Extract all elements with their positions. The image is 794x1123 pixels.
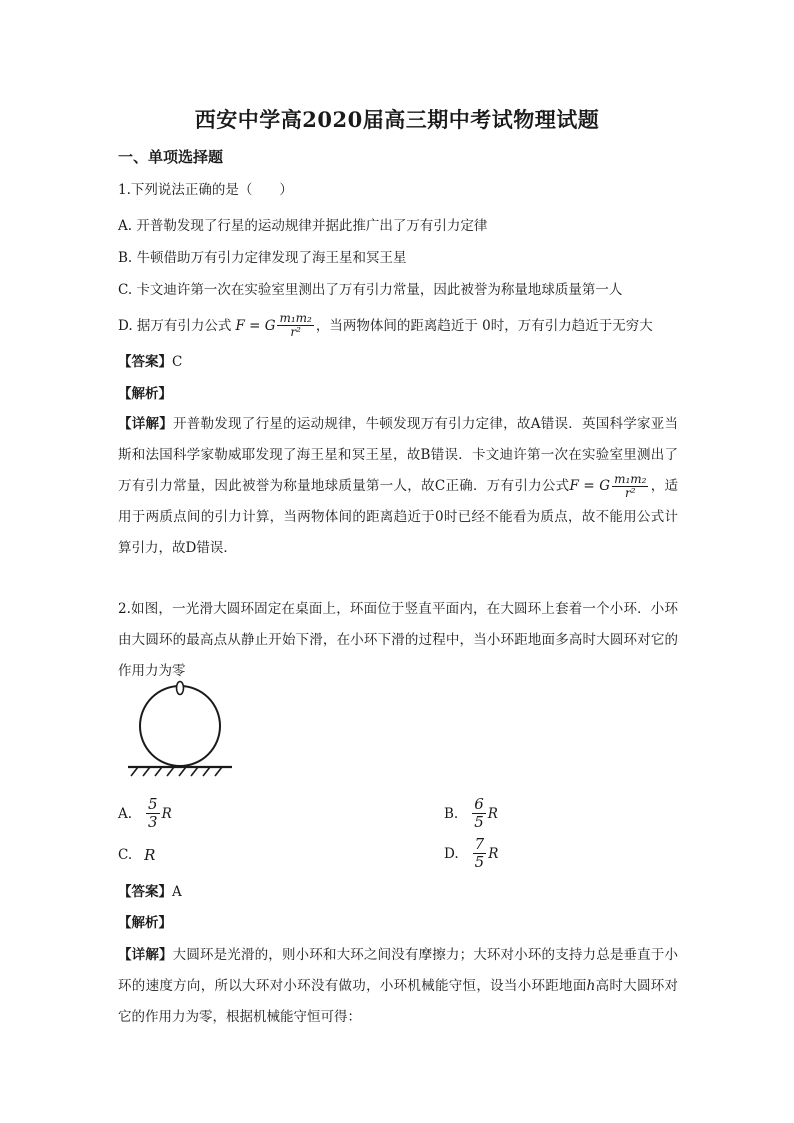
detail-label: 【详解】 <box>118 947 173 963</box>
q2-detail-text-2: 高时大圆环对它的作用力为零，根据机械能守恒可得： <box>118 978 679 1025</box>
option-variable: R <box>161 805 172 822</box>
formula-fraction <box>277 312 313 339</box>
page-title: 西安中学高2020届高三期中考试物理试题 <box>194 107 600 132</box>
ground-hatching <box>131 767 222 776</box>
option-fraction <box>146 796 160 831</box>
q1-option-b: B. 牛顿借助万有引力定律发现了海王星和冥王星 <box>118 250 407 266</box>
q1-option-c: C. 卡文迪许第一次在实验室里测出了万有引力常量，因此被誉为称量地球质量第一人 <box>118 282 623 298</box>
answer-value: C <box>172 354 183 370</box>
q1-detail-text-2: ，适用于两质点间的引力计算，当两物体间的距离趋近于0时已经不能看为质点，故不能用公式计算引力，故D错误． <box>118 478 679 556</box>
option-denominator: 5 <box>474 853 485 871</box>
q1-option-d-suffix: ，当两物体间的距离趋近于 0时，万有引力趋近于无穷大 <box>315 317 653 334</box>
q2-answer <box>118 882 182 902</box>
q2-detail <box>118 940 678 1033</box>
q2-analysis-label: 【解析】 <box>118 915 172 931</box>
option-label: C. <box>118 847 133 863</box>
option-numerator: 5 <box>148 795 158 813</box>
q1-detail <box>118 409 678 564</box>
height-variable: h <box>586 978 596 994</box>
section-heading: 一、单项选择题 <box>118 148 224 166</box>
formula-numerator-2: m₁m₂ <box>614 472 647 486</box>
detail-label: 【详解】 <box>118 416 174 432</box>
q2-option-c <box>118 846 155 864</box>
formula-denominator: r² <box>290 325 301 339</box>
formula-lhs: F = G <box>235 317 276 334</box>
ring-diagram <box>124 676 236 780</box>
option-numerator: 6 <box>474 795 484 813</box>
formula-denominator-2: r² <box>624 486 636 500</box>
option-label: A. <box>118 805 133 822</box>
large-ring <box>140 686 220 766</box>
option-denominator: 3 <box>148 813 158 831</box>
option-fraction <box>472 796 486 831</box>
q1-analysis-label: 【解析】 <box>118 386 172 402</box>
option-variable: R <box>487 805 498 822</box>
option-numerator: 7 <box>474 835 485 853</box>
option-label: D. <box>444 845 459 862</box>
formula-numerator: m₁m₂ <box>279 311 312 325</box>
option-denominator: 5 <box>474 813 484 831</box>
q1-detail-text: 开普勒发现了行星的运动规律，牛顿发现万有引力定律，故A错误．英国科学家亚当斯和法国科学家勒威耶发现了海王星和冥王星，故B错误．卡文迪许第一次在实验室里测出了万有引力常量，因此被誉为称量地球质量第一人，故C正确．万有引力公式 <box>118 416 679 494</box>
option-variable: R <box>488 845 499 862</box>
formula-fraction-2 <box>612 473 648 500</box>
q2-option-d <box>444 836 498 871</box>
option-fraction <box>473 836 487 871</box>
q1-stem: 1.下列说法正确的是（ ） <box>118 182 293 198</box>
q1-option-d <box>118 312 653 339</box>
option-label: B. <box>444 805 459 822</box>
q2-detail-text: 大圆环是光滑的，则小环和大环之间没有摩擦力；大环对小环的支持力总是垂直于小环的速度方向，所以大环对小环没有做功，小环机械能守恒，设当小环距地面 <box>118 947 679 994</box>
answer-value: A <box>172 884 182 900</box>
q1-option-d-prefix: D. 据万有引力公式 <box>118 317 232 334</box>
q2-option-b <box>444 796 498 831</box>
formula-lhs-2: F = G <box>569 478 611 494</box>
answer-label: 【答案】 <box>118 884 172 900</box>
q2-option-a <box>118 796 172 831</box>
q2-stem: 2.如图，一光滑大圆环固定在桌面上，环面位于竖直平面内，在大圆环上套着一个小环．小环由大圆环的最高点从静止开始下滑，在小环下滑的过程中，当小环距地面多高时大圆环对它的作用力为零 <box>118 601 678 679</box>
small-ring <box>177 682 184 695</box>
q1-option-a: A. 开普勒发现了行星的运动规律并据此推广出了万有引力定律 <box>118 218 488 234</box>
q1-answer <box>118 352 182 372</box>
answer-label: 【答案】 <box>118 354 172 370</box>
option-variable: R <box>144 846 156 864</box>
